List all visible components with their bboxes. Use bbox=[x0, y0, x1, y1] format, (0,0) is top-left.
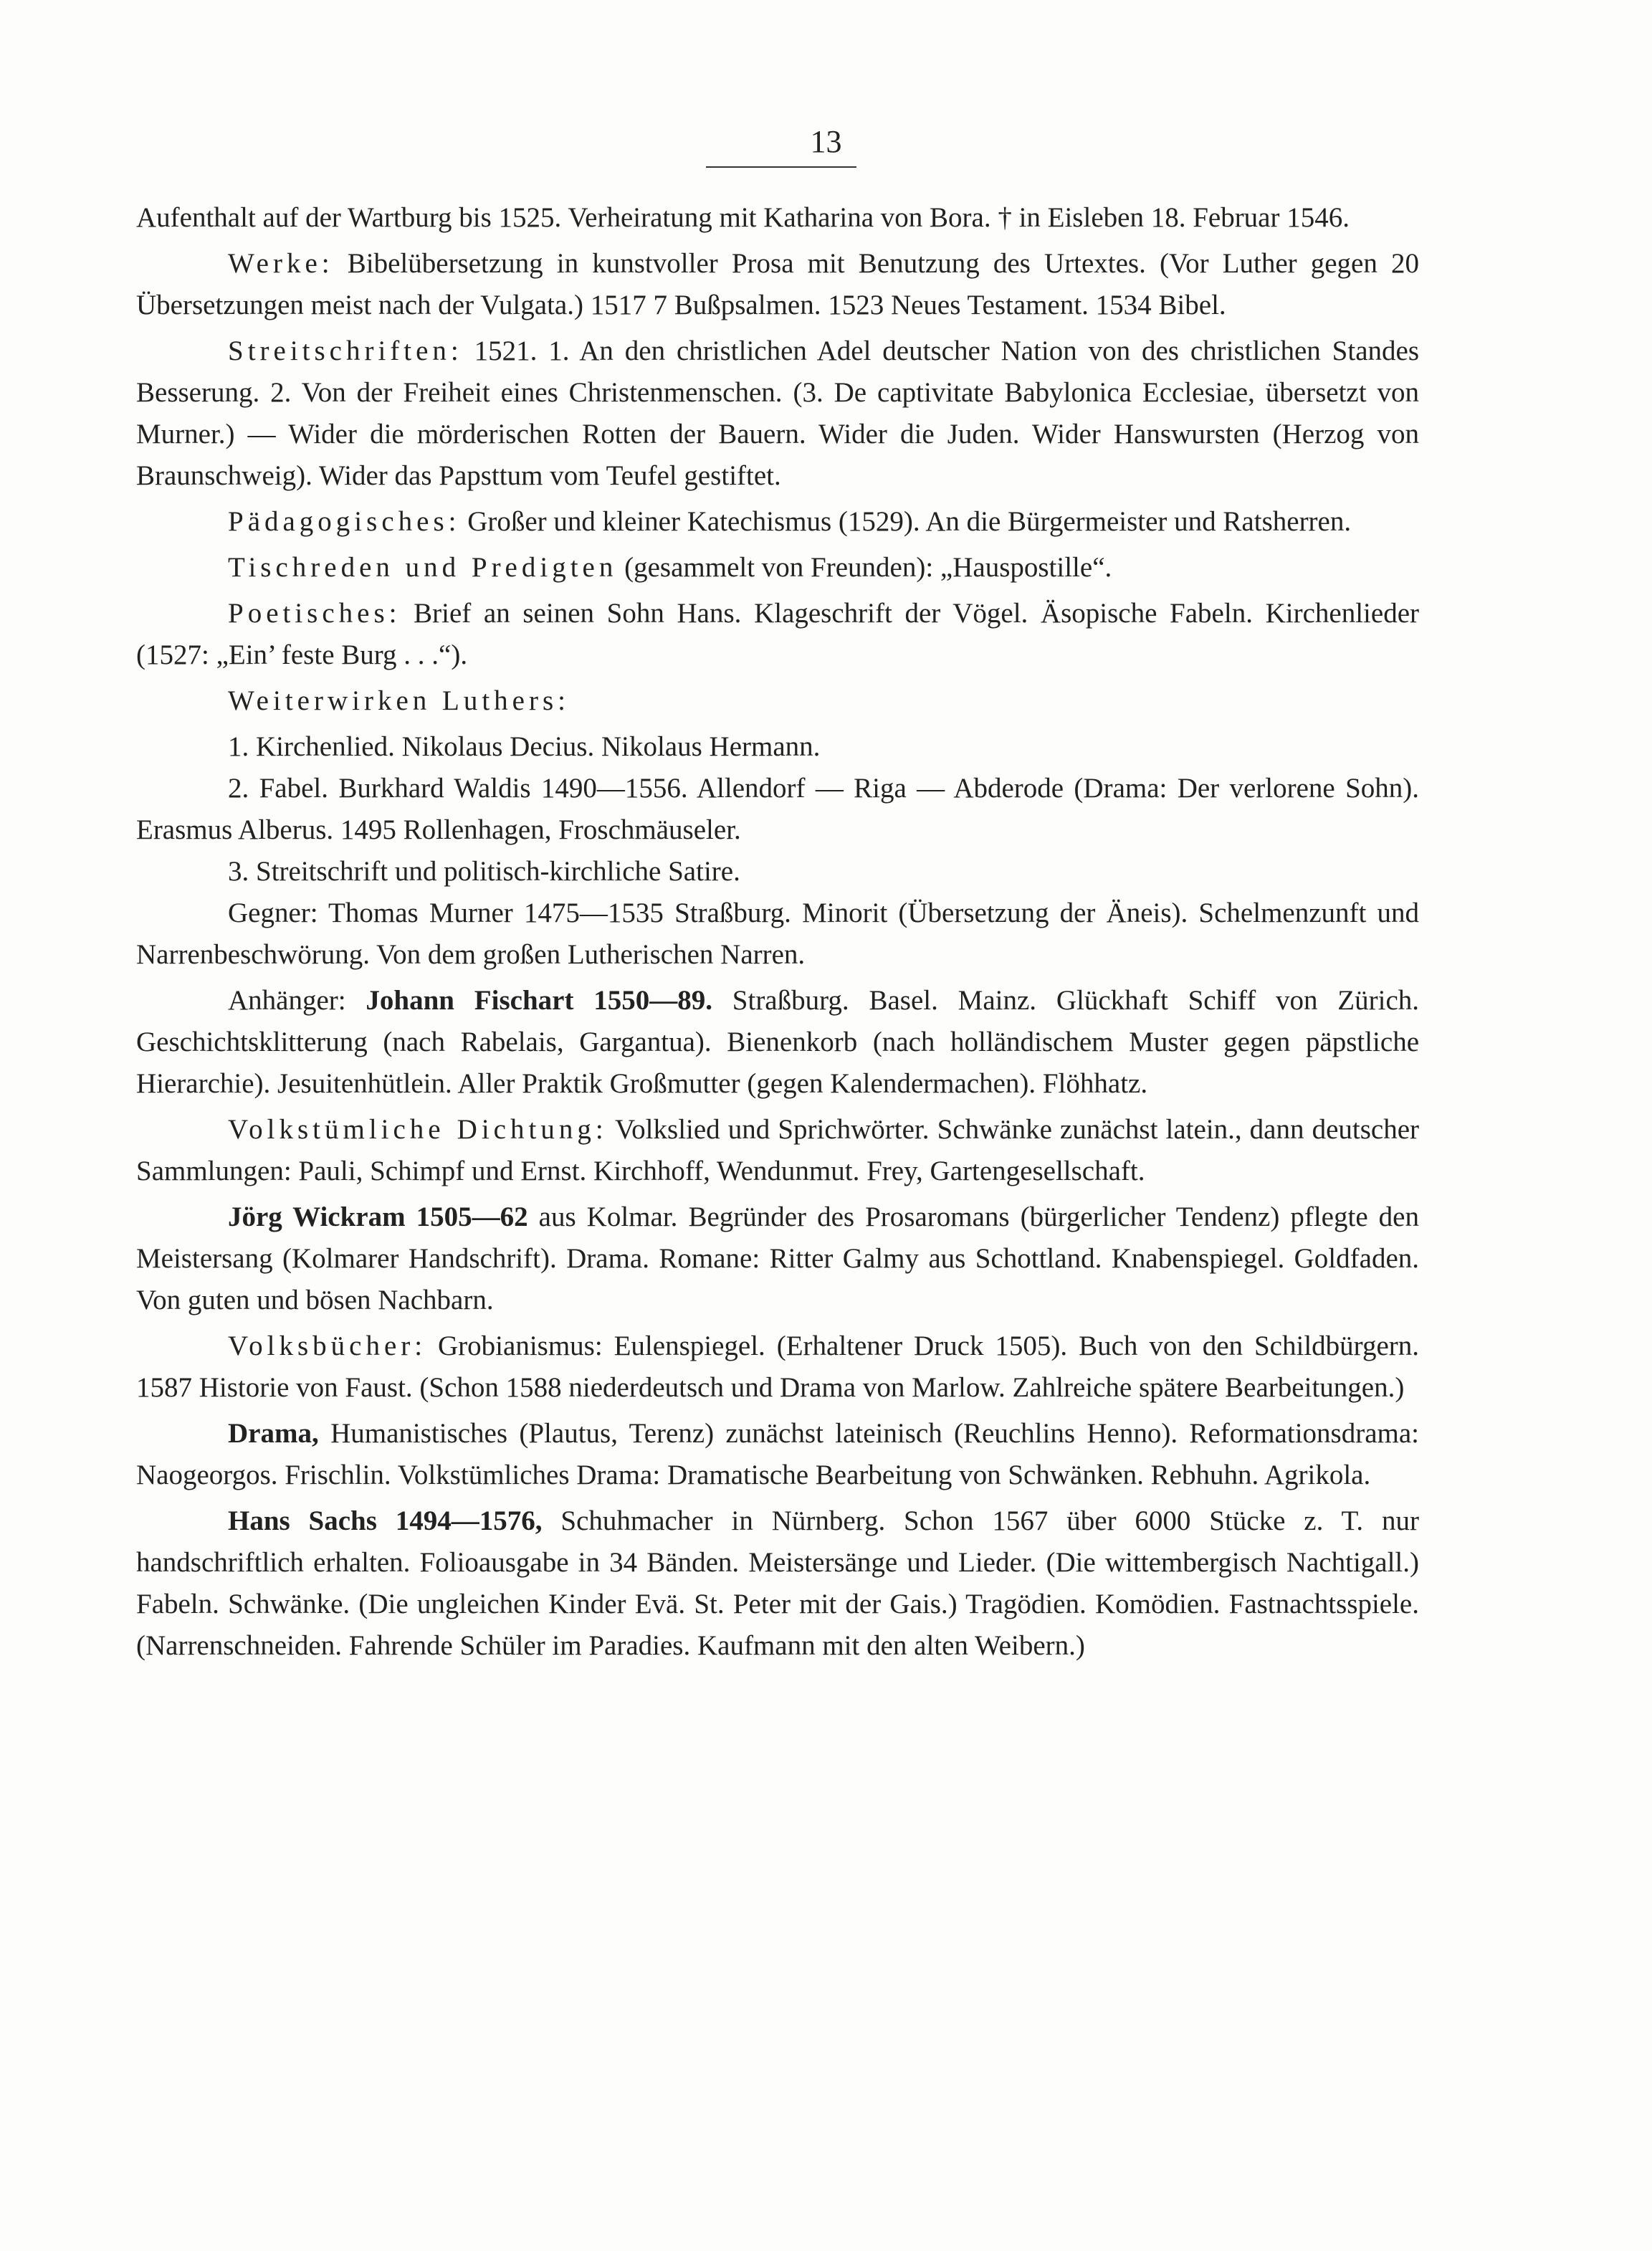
paragraph-volksdichtung bbox=[136, 1109, 1419, 1192]
list-item: 2. Fabel. Burkhard Waldis 1490—1556. Allendorf — Riga — Abderode (Drama: Der verlorene Sohn). Erasmus Alberus. 1495 Rollenhagen, Froschmäuseler. bbox=[136, 773, 1419, 845]
paragraph-paedagogisches bbox=[136, 501, 1419, 543]
paragraph-text: Brief an seinen Sohn Hans. Klageschrift der Vögel. Äsopische Fabeln. Kirchenlieder (1527: „Ein’ feste Burg . . .“). bbox=[136, 598, 1419, 670]
paragraph-text: aus Kolmar. Begründer des Prosaromans (bürgerlicher Tendenz) pflegte den Meistersang (Kolmarer Handschrift). Drama. Romane: Ritter Galmy aus Schottland. Knabenspiegel. Goldfaden. Von guten und bösen Nachbarn. bbox=[136, 1201, 1419, 1315]
paragraph-text: Bibelübersetzung in kunstvoller Prosa mit Benutzung des Urtextes. (Vor Luther gegen 20 Übersetzungen meist nach der Vulgata.) 1517 7 Bußpsalmen. 1523 Neues Testament. 1534 Bibel. bbox=[136, 248, 1419, 320]
paragraph-text: Grobianismus: Eulenspiegel. (Erhaltener Druck 1505). Buch von den Schildbürgern. 1587 Historie von Faust. (Schon 1588 niederdeutsch und Drama von Marlow. Zahlreiche spätere Bearbeitungen.) bbox=[136, 1331, 1419, 1403]
paragraph-poetisches bbox=[136, 593, 1419, 676]
paragraph-weiterwirken bbox=[136, 680, 1419, 722]
author-name: Hans Sachs 1494—1576, bbox=[228, 1505, 543, 1536]
paragraph-volksbuecher bbox=[136, 1326, 1419, 1409]
section-label: Volksbücher: bbox=[228, 1331, 427, 1361]
paragraph-aufenthalt bbox=[136, 197, 1419, 239]
paragraph-text: Humanistisches (Plautus, Terenz) zunächst lateinisch (Reuchlins Henno). Reformationsdrama: Naogeorgos. Frischlin. Volkstümliches Drama: Dramatische Bearbeitung von Schwänken. Rebhuhn. Agrikola. bbox=[136, 1418, 1419, 1490]
paragraph-tischreden bbox=[136, 547, 1419, 589]
header-rule bbox=[706, 166, 856, 168]
author-name: Johann Fischart 1550—89. bbox=[366, 985, 712, 1016]
paragraph-text: 1521. 1. An den christlichen Adel deutscher Nation von des christlichen Standes Besserung. 2. Von der Freiheit eines Christenmenschen. (3. De captivitate Babylonica Ecclesiae, übersetzt von Murner.) — Wider die mörderischen Rotten der Bauern. Wider die Juden. Wider Hanswursten (Herzog von Braunschweig). Wider das Papsttum vom Teufel gestiftet. bbox=[136, 335, 1419, 491]
section-name: Drama, bbox=[228, 1418, 319, 1449]
paragraph-text: (gesammelt von Freunden): „Hauspostille“. bbox=[617, 552, 1112, 583]
section-label: Werke: bbox=[228, 248, 334, 279]
page-number: 13 bbox=[810, 124, 842, 159]
list-item: 1. Kirchenlied. Nikolaus Decius. Nikolaus Hermann. bbox=[228, 731, 821, 762]
page-body bbox=[136, 197, 1419, 1671]
paragraph-text: Aufenthalt auf der Wartburg bis 1525. Verheiratung mit Katharina von Bora. † in Eisleben 18. Februar 1546. bbox=[136, 202, 1350, 233]
paragraph-streitschriften bbox=[136, 330, 1419, 497]
paragraph-text: Straßburg. Basel. Mainz. Glückhaft Schiff von Zürich. Geschichtsklitterung (nach Rabelais, Gargantua). Bienenkorb (nach holländischem Muster gegen päpstliche Hierarchie). Jesuitenhütlein. Aller Praktik Großmutter (gegen Kalendermachen). Flöhhatz. bbox=[136, 985, 1420, 1099]
lead-text: Anhänger: bbox=[228, 985, 366, 1016]
paragraph-text: Großer und kleiner Katechismus (1529). An die Bürgermeister und Ratsherren. bbox=[460, 506, 1352, 537]
author-name: Jörg Wickram 1505—62 bbox=[228, 1201, 528, 1232]
paragraph-drama bbox=[136, 1413, 1419, 1496]
section-label: Pädagogisches: bbox=[228, 506, 461, 537]
paragraph-text: Schuhmacher in Nürnberg. Schon 1567 über 6000 Stücke z. T. nur handschriftlich erhalten. Folioausgabe in 34 Bänden. Meistersänge und Lieder. (Die wittembergisch Nachtigall.) Fabeln. Schwänke. (Die ungleichen Kinder Evä. St. Peter mit der Gais.) Tragödien. Komödien. Fastnachtsspiele. (Narrenschneiden. Fahrende Schüler im Paradies. Kaufmann mit den alten Weibern.) bbox=[136, 1505, 1420, 1661]
section-label: Streitschriften: bbox=[228, 335, 463, 366]
list-item: 3. Streitschrift und politisch-kirchliche Satire. bbox=[228, 856, 740, 887]
section-label: Poetisches: bbox=[228, 598, 401, 629]
paragraph-wickram bbox=[136, 1196, 1419, 1321]
paragraph-gegner: Gegner: Thomas Murner 1475—1535 Straßburg. Minorit (Übersetzung der Äneis). Schelmenzunft und Narrenbeschwörung. Von dem großen Lutherischen Narren. bbox=[136, 898, 1419, 970]
section-label: Weiterwirken Luthers: bbox=[228, 685, 570, 716]
section-label: Volkstümliche Dichtung: bbox=[228, 1114, 608, 1145]
paragraph-sachs bbox=[136, 1500, 1419, 1667]
section-label: Tischreden und Predigten bbox=[228, 552, 618, 583]
paragraph-anhaenger bbox=[136, 980, 1419, 1105]
paragraph-werke bbox=[136, 243, 1419, 326]
paragraph-text: Volkslied und Sprichwörter. Schwänke zunächst latein., dann deutscher Sammlungen: Pauli, Schimpf und Ernst. Kirchhoff, Wendunmut. Frey, Gartengesellschaft. bbox=[136, 1114, 1419, 1186]
